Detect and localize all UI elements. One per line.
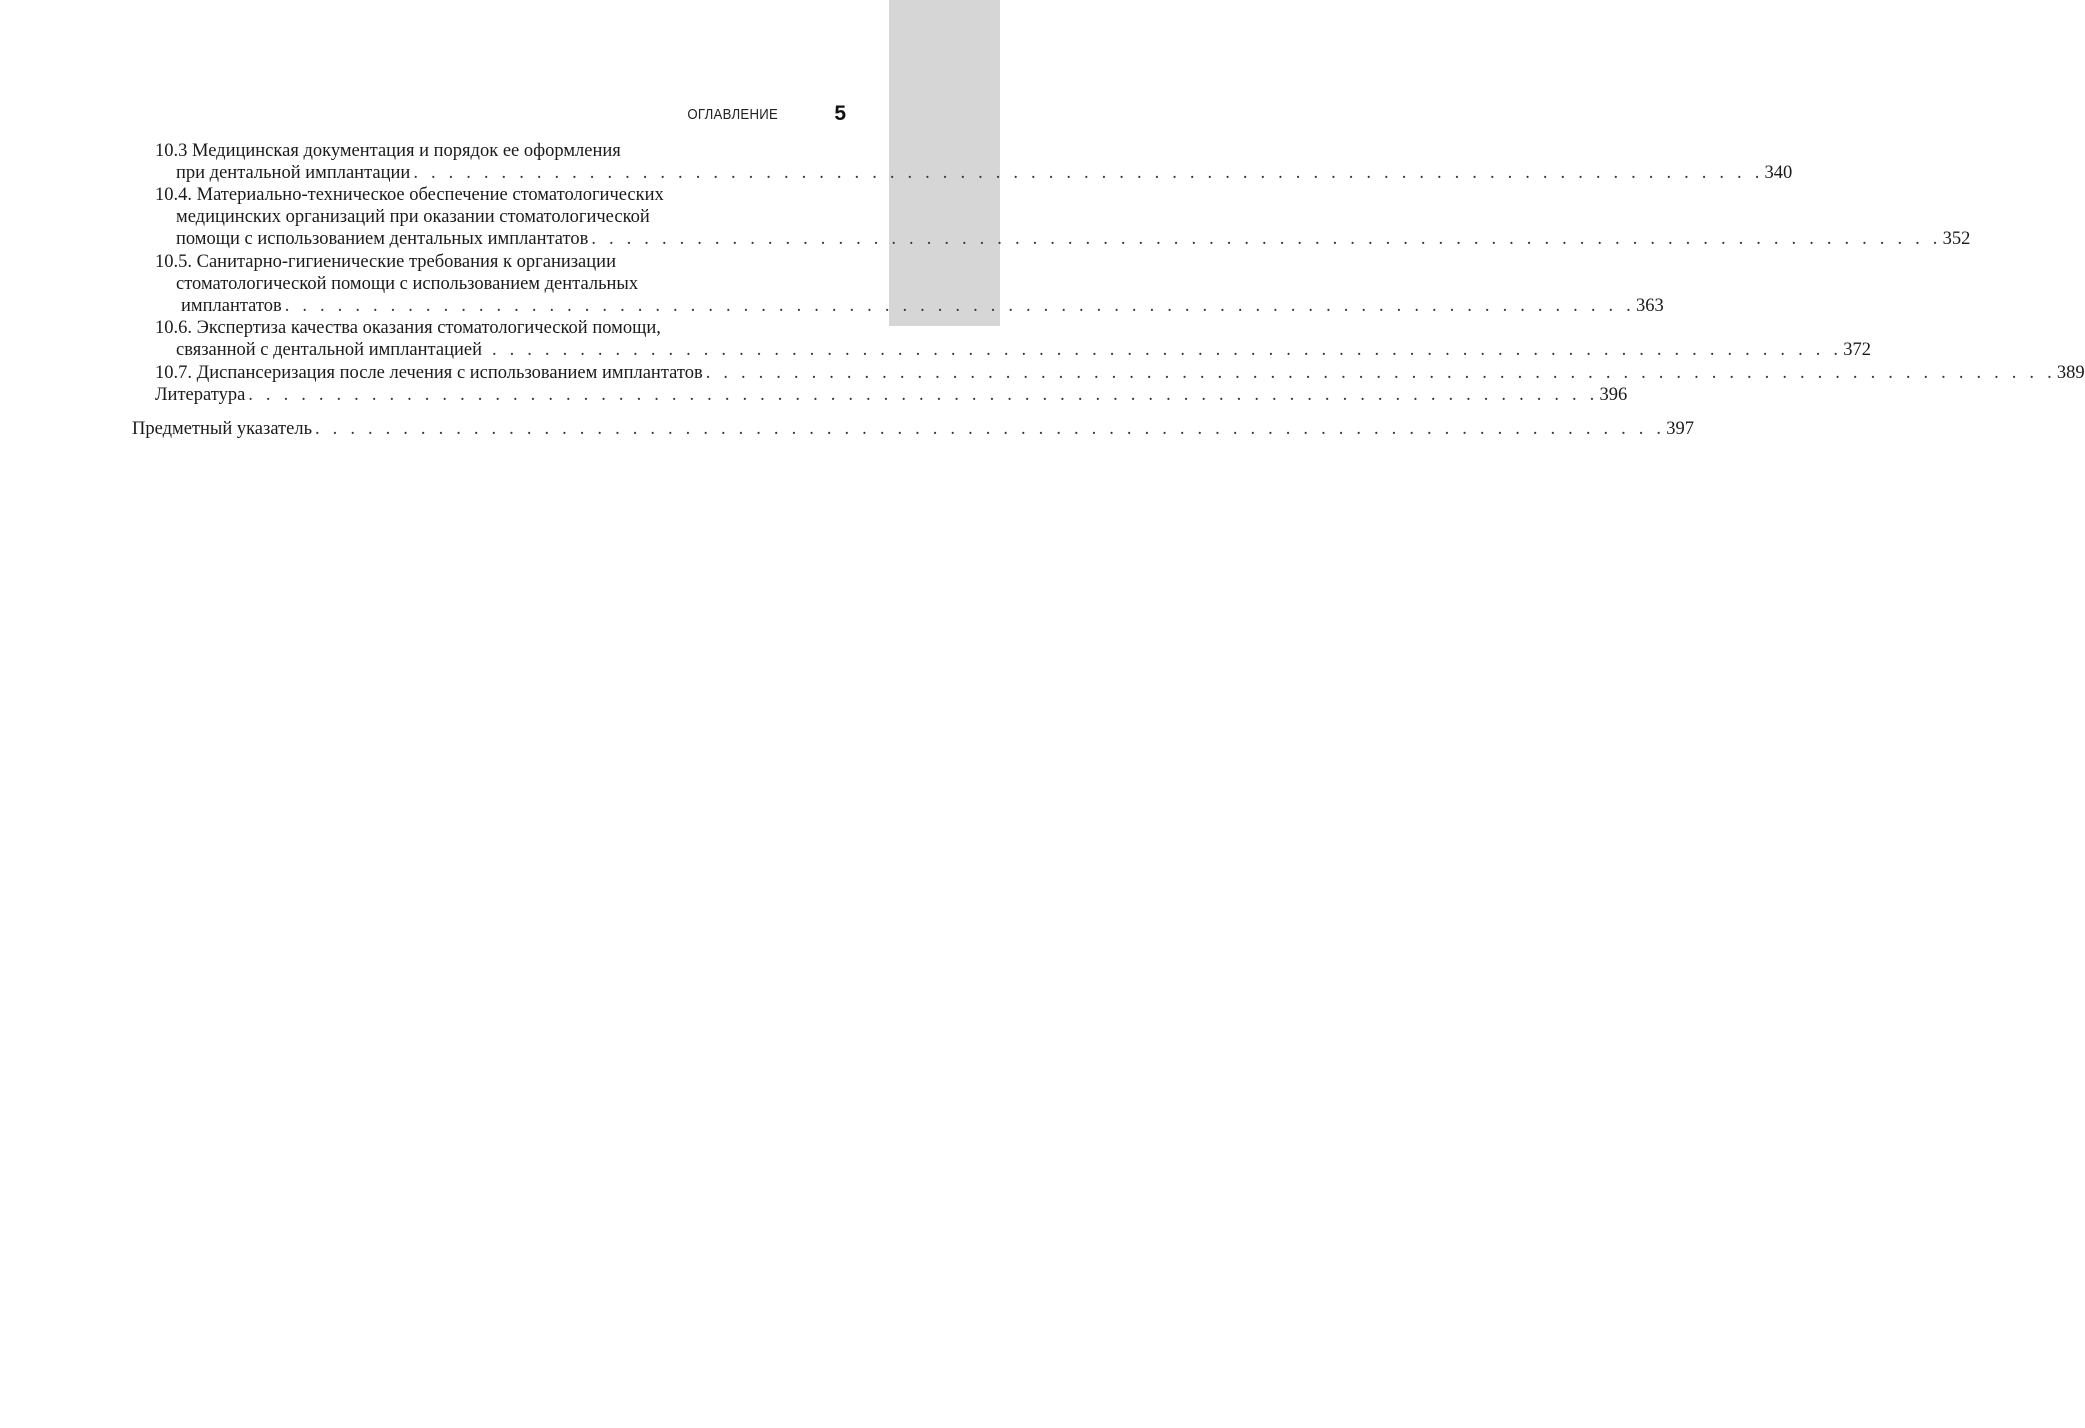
table-of-contents: [0, 0, 2085, 460]
toc-page-number: 389: [2056, 363, 2085, 383]
toc-entry-10-6-line-1: [155, 317, 661, 339]
toc-entry-10-5-line-2: [176, 273, 638, 295]
toc-entry-10-3-line-2[interactable]: [176, 162, 1793, 184]
dot-leader: . . . . . . . . . . . . . . . . . . . . . . . . . . . . . . . . . . . . . . . . . . . . . . . . . . . . . . . . . . . . . . . . . . . . . . . . . . . . .: [591, 229, 1942, 249]
toc-entry-10-4-line-2: [176, 206, 650, 228]
toc-entry-text: 10.4. Материально-техническое обеспечение стоматологических: [155, 185, 664, 205]
toc-entry-text: 10.3 Медицинская документация и порядок ее оформления: [155, 141, 621, 161]
dot-leader: . . . . . . . . . . . . . . . . . . . . . . . . . . . . . . . . . . . . . . . . . . . . . . . . . . . . . . . . . . . . . . . . . . . . . . . . . . . . .: [705, 363, 2056, 383]
toc-entry-text: стоматологической помощи с использованием дентальных: [176, 274, 639, 294]
dot-leader: . . . . . . . . . . . . . . . . . . . . . . . . . . . . . . . . . . . . . . . . . . . . . . . . . . . . . . . . . . . . . . . . . . . . . . . . . . . . .: [284, 296, 1635, 316]
toc-page-number: 372: [1843, 340, 1871, 360]
dot-leader: . . . . . . . . . . . . . . . . . . . . . . . . . . . . . . . . . . . . . . . . . . . . . . . . . . . . . . . . . . . . . . . . . . . . . . . . . . . . .: [315, 419, 1666, 439]
toc-entry-text: 10.6. Экспертиза качества оказания стоматологической помощи,: [155, 318, 661, 338]
toc-entry-10-3-line-1: [155, 140, 621, 162]
toc-entry-text: имплантатов: [181, 296, 282, 316]
toc-entry-10-5-line-1: [155, 251, 616, 273]
toc-entry-10-7[interactable]: [155, 362, 2085, 384]
toc-entry-text: 10.7. Диспансеризация после лечения с использованием имплантатов: [155, 363, 703, 383]
page-number: 5: [834, 102, 846, 125]
dot-leader: . . . . . . . . . . . . . . . . . . . . . . . . . . . . . . . . . . . . . . . . . . . . . . . . . . . . . . . . . . . . . . . . . . . . . . . . . . . . .: [248, 385, 1599, 405]
toc-entry-text: Предметный указатель: [132, 419, 313, 439]
running-head-title: ОГЛАВЛЕНИЕ: [687, 106, 778, 123]
toc-page-number: 363: [1635, 296, 1664, 316]
toc-page-number: 397: [1666, 419, 1695, 439]
toc-entry-text: помощи с использованием дентальных имплантатов: [176, 229, 589, 249]
toc-entry-10-6-line-2[interactable]: [176, 339, 1871, 361]
toc-page-number: 396: [1599, 385, 1628, 405]
toc-entry-10-4-line-1: [155, 184, 664, 206]
toc-page-number: 340: [1764, 163, 1793, 183]
toc-page-number: 352: [1942, 229, 1971, 249]
toc-entry-10-4-line-3[interactable]: [176, 228, 1971, 250]
toc-entry-subject-index[interactable]: [132, 418, 1695, 440]
toc-entry-text: медицинских организаций при оказании стоматологической: [176, 207, 650, 227]
dot-leader: . . . . . . . . . . . . . . . . . . . . . . . . . . . . . . . . . . . . . . . . . . . . . . . . . . . . . . . . . . . . . . . . . . . . . . . . . . . . .: [413, 163, 1764, 183]
toc-entry-text: Литература: [155, 385, 246, 405]
toc-entry-10-5-line-3[interactable]: [181, 295, 1664, 317]
toc-entry-literature[interactable]: [155, 384, 1628, 406]
toc-entry-text: при дентальной имплантации: [176, 163, 411, 183]
toc-entry-text: связанной с дентальной имплантацией: [176, 340, 482, 360]
toc-entry-text: 10.5. Санитарно-гигиенические требования к организации: [155, 252, 616, 272]
dot-leader: . . . . . . . . . . . . . . . . . . . . . . . . . . . . . . . . . . . . . . . . . . . . . . . . . . . . . . . . . . . . . . . . . . . . . . . . . . . . .: [491, 340, 1843, 360]
